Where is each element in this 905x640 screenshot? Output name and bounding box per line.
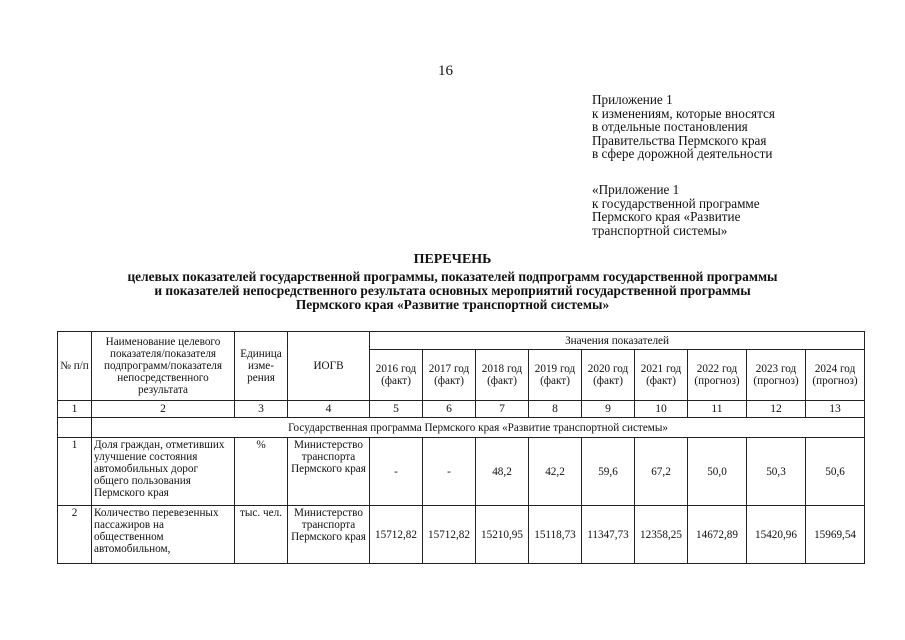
appendix-top-line: к изменениям, которые вносятся [592,105,775,121]
row-num: 1 [58,438,92,506]
appendix-second-line: транспортной системы» [592,222,728,238]
table-row [58,506,865,564]
row-value: 67,2 [635,438,688,506]
section-title: Государственная программа Пермского края «Развитие транспортной системы» [92,418,865,438]
row-value: 11347,73 [582,506,635,564]
appendix-top-line: в сфере дорожной деятельности [592,146,773,162]
table-row [58,438,865,506]
row-value: 42,2 [529,438,582,506]
subtitle-line: целевых показателей государственной программы, показателей подпрограмм государственной программы [127,269,778,284]
header-year [423,350,476,401]
header-year [747,350,806,401]
header-year [476,350,529,401]
page-number: 16 [438,63,453,79]
column-number: 9 [582,401,635,418]
appendix-second-block [592,183,760,237]
column-number: 11 [688,401,747,418]
section-num-cell [58,418,92,438]
year-type: (факт) [487,375,517,387]
year-label: 2023 год [755,363,797,375]
row-value: 15118,73 [529,506,582,564]
year-label: 2019 год [534,363,576,375]
document-title: ПЕРЕЧЕНЬ [413,252,492,267]
subtitle-line: и показателей непосредственного результата основных мероприятий государственной программы [154,283,751,298]
row-value: 12358,25 [635,506,688,564]
column-number: 12 [747,401,806,418]
column-number: 1 [58,401,92,418]
year-type: (факт) [434,375,464,387]
row-value: 14672,89 [688,506,747,564]
row-value: 50,6 [806,438,865,506]
year-type: (прогноз) [694,375,740,387]
year-type: (прогноз) [812,375,858,387]
row-iogv: Министерство транспорта Пермского края [288,438,370,506]
year-type: (факт) [593,375,623,387]
column-number: 5 [370,401,423,418]
header-year [582,350,635,401]
year-type: (факт) [540,375,570,387]
row-name: Количество перевезенных пассажиров на общественном автомобильном, [92,506,235,564]
header-unit: Единица изме-рения [235,332,288,401]
row-value: 59,6 [582,438,635,506]
appendix-second-line: «Приложение 1 [592,182,680,197]
appendix-top-block [592,93,775,161]
year-label: 2020 год [587,363,629,375]
column-number: 13 [806,401,865,418]
year-label: 2016 год [375,363,417,375]
header-year [370,350,423,401]
year-label: 2024 год [814,363,856,375]
row-unit: % [235,438,288,506]
row-value: 15712,82 [370,506,423,564]
row-value: 15712,82 [423,506,476,564]
row-value: - [423,438,476,506]
row-iogv: Министерство транспорта Пермского края [288,506,370,564]
row-num: 2 [58,506,92,564]
year-type: (факт) [381,375,411,387]
header-name: Наименование целевого показателя/показателя подпрограмм/показателя непосредственного результата [92,332,235,401]
row-value: 50,0 [688,438,747,506]
row-name: Доля граждан, отметивших улучшение состояния автомобильных дорог общего пользования Пермского края [92,438,235,506]
appendix-top-line: Приложение 1 [592,92,673,107]
appendix-second-line: к государственной программе [592,195,760,211]
year-label: 2022 год [696,363,738,375]
row-value: 48,2 [476,438,529,506]
column-number: 2 [92,401,235,418]
row-value: 15210,95 [476,506,529,564]
year-label: 2021 год [640,363,682,375]
column-number: 10 [635,401,688,418]
row-value: 50,3 [747,438,806,506]
year-label: 2018 год [481,363,523,375]
appendix-second-line: Пермского края «Развитие [592,209,741,225]
indicators-table [57,331,865,564]
column-number: 4 [288,401,370,418]
header-year [529,350,582,401]
column-number: 6 [423,401,476,418]
row-value: - [370,438,423,506]
year-label: 2017 год [428,363,470,375]
appendix-top-line: в отдельные постановления [592,119,748,135]
document-subtitle [40,270,865,312]
year-type: (прогноз) [753,375,799,387]
column-number: 7 [476,401,529,418]
header-values: Значения показателей [370,332,865,350]
column-number: 8 [529,401,582,418]
header-year [635,350,688,401]
row-value: 15420,96 [747,506,806,564]
header-year [806,350,865,401]
row-value: 15969,54 [806,506,865,564]
header-year [688,350,747,401]
column-number: 3 [235,401,288,418]
year-type: (факт) [646,375,676,387]
subtitle-line: Пермского края «Развитие транспортной системы» [295,297,610,312]
appendix-top-line: Правительства Пермского края [592,132,767,148]
header-num: № п/п [58,332,92,401]
header-iogv: ИОГВ [288,332,370,401]
row-unit: тыс. чел. [235,506,288,564]
